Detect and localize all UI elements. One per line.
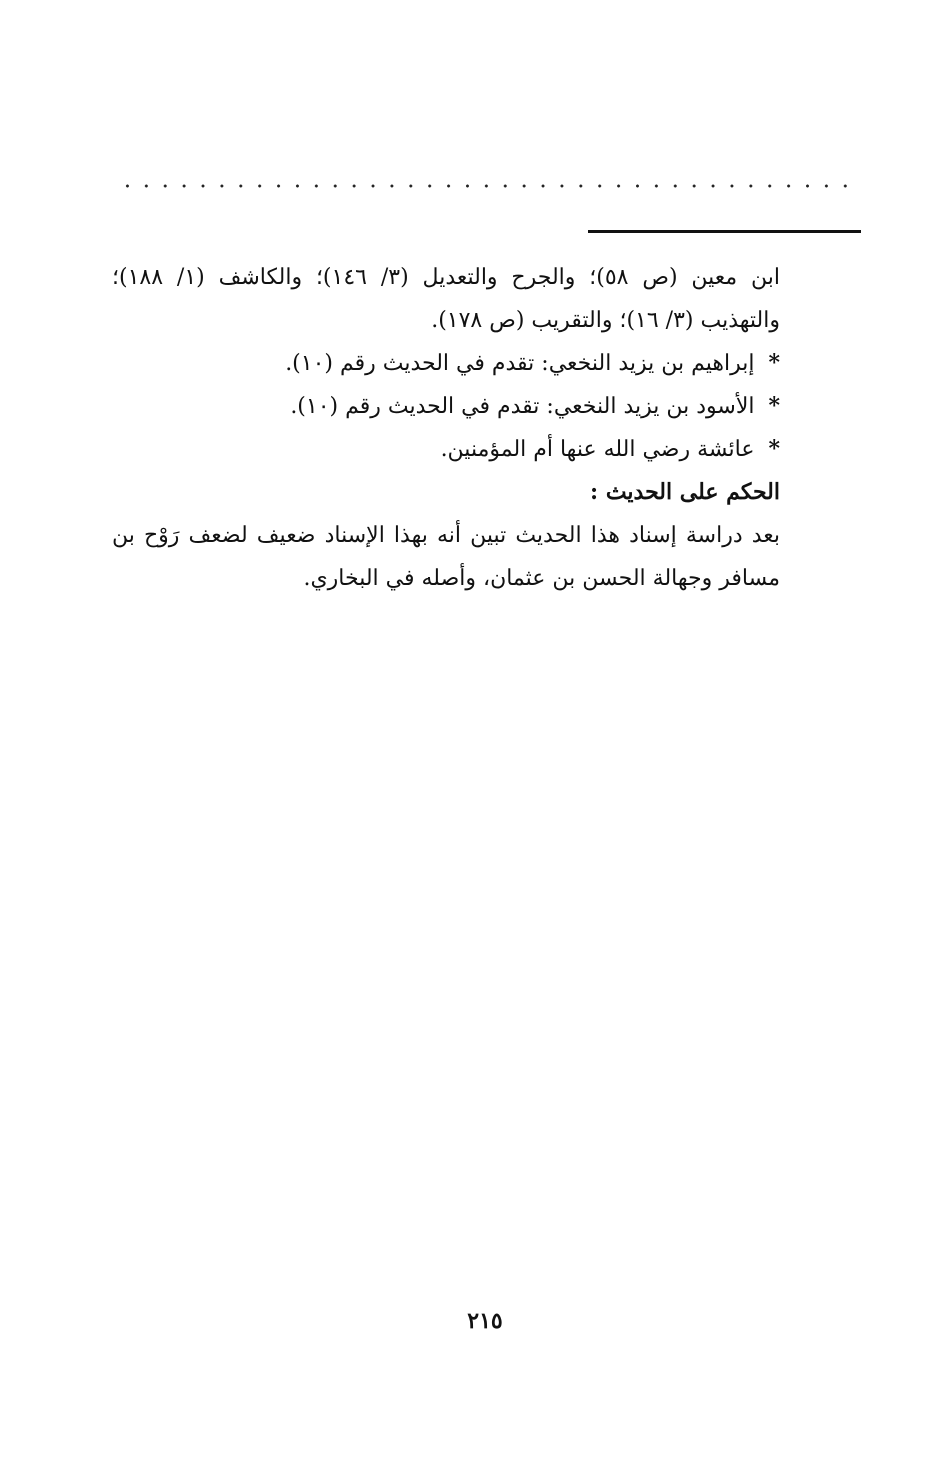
asterisk-icon: * <box>768 393 780 419</box>
narrator-text: إبراهيم بن يزيد النخعي: تقدم في الحديث رقم (١٠). <box>285 351 755 376</box>
page-number: ٢١٥ <box>467 1308 503 1334</box>
footnote-line-1: ابن معين (ص ٥٨)؛ والجرح والتعديل (٣/ ١٤٦)؛ والكاشف (١/ ١٨٨)؛ <box>112 265 780 290</box>
ruling-heading: الحكم على الحديث : <box>590 479 780 505</box>
asterisk-icon: * <box>768 350 780 376</box>
narrator-text: عائشة رضي الله عنها أم المؤمنين. <box>440 437 755 462</box>
footnote-rule <box>588 230 861 233</box>
ruling-line-1: بعد دراسة إسناد هذا الحديث تبين أنه بهذا الإسناد ضعيف لضعف رَوْح بن <box>112 523 780 548</box>
footnote-line-2: والتهذيب (٣/ ١٦)؛ والتقريب (ص ١٧٨). <box>431 308 780 333</box>
narrator-item <box>112 342 780 385</box>
narrator-text: الأسود بن يزيد النخعي: تقدم في الحديث رقم (١٠). <box>290 394 755 419</box>
ruling-line-2: مسافر وجهالة الحسن بن عثمان، وأصله في البخاري. <box>303 566 780 591</box>
narrator-item <box>112 428 780 471</box>
page-body <box>112 256 780 600</box>
dotted-separator <box>118 183 860 189</box>
narrator-item <box>112 385 780 428</box>
asterisk-icon: * <box>768 436 780 462</box>
